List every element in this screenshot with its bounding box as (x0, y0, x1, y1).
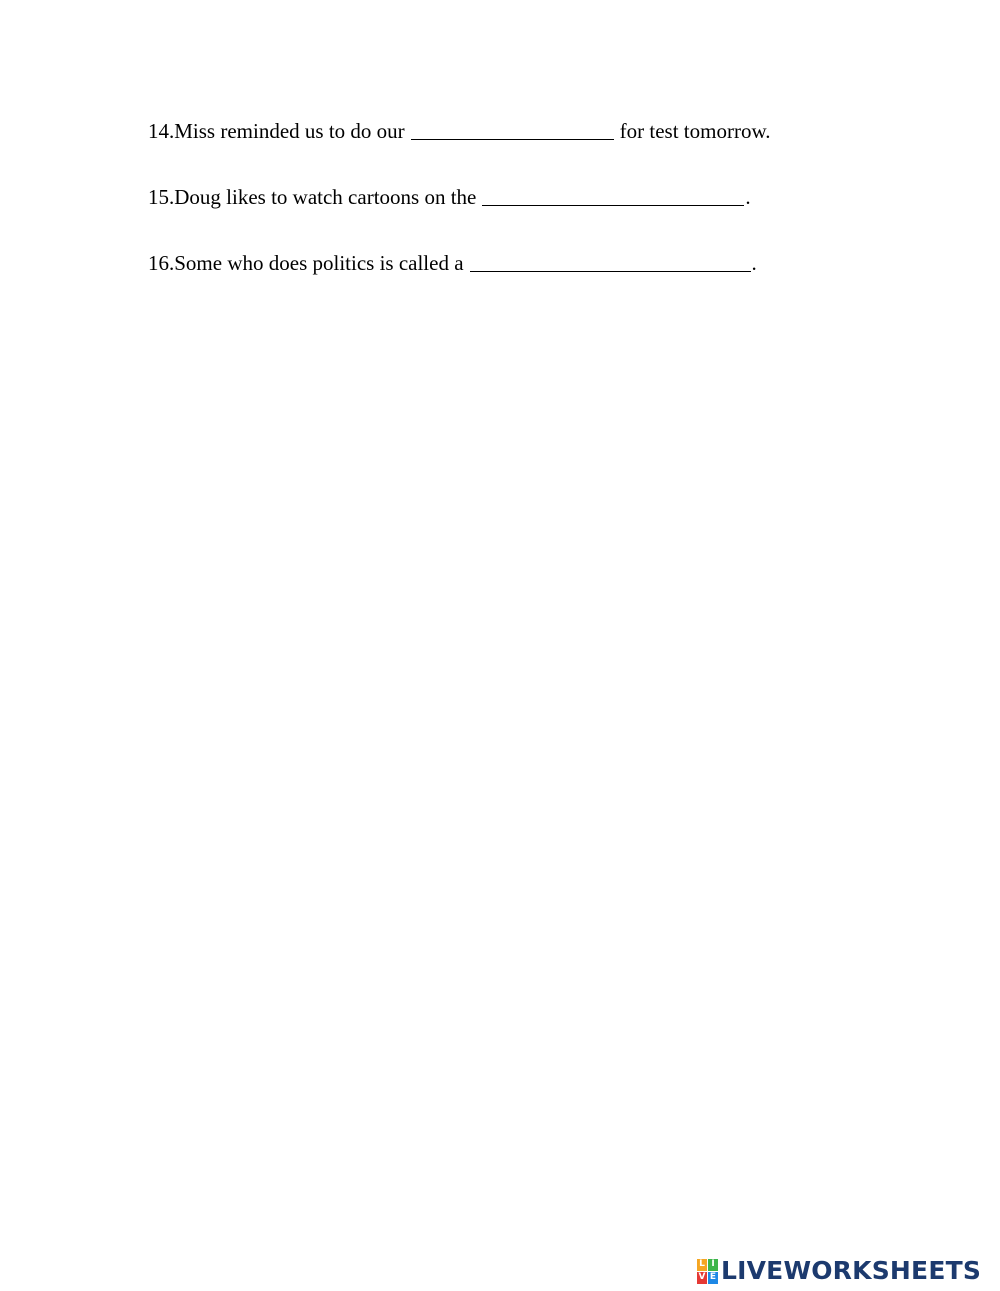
question-number: 16. (148, 251, 175, 275)
logo-mark-icon (697, 1259, 718, 1284)
answer-blank[interactable] (482, 189, 744, 206)
question-15 (148, 185, 751, 209)
question-text-before: Doug likes to watch cartoons on the (174, 185, 477, 209)
question-14 (148, 119, 771, 143)
question-text-before: Miss reminded us to do our (174, 119, 405, 143)
logo-mark-letter: V (698, 1272, 706, 1282)
question-number: 14. (148, 119, 175, 143)
logo-text: LIVEWORKSHEETS (721, 1256, 982, 1285)
logo-mark-letter: L (697, 1259, 707, 1271)
question-text-before: Some who does politics is called a (174, 251, 464, 275)
question-text-after: for test tomorrow. (619, 119, 771, 143)
logo-mark-letter: E (709, 1272, 717, 1282)
answer-blank[interactable] (411, 123, 614, 140)
logo-mark-letter: I (708, 1259, 718, 1271)
question-number: 15. (148, 185, 175, 209)
question-text-after: . (745, 185, 751, 209)
answer-blank[interactable] (470, 255, 751, 272)
liveworksheets-logo (697, 1258, 981, 1284)
question-text-after: . (751, 251, 757, 275)
question-16 (148, 251, 757, 275)
